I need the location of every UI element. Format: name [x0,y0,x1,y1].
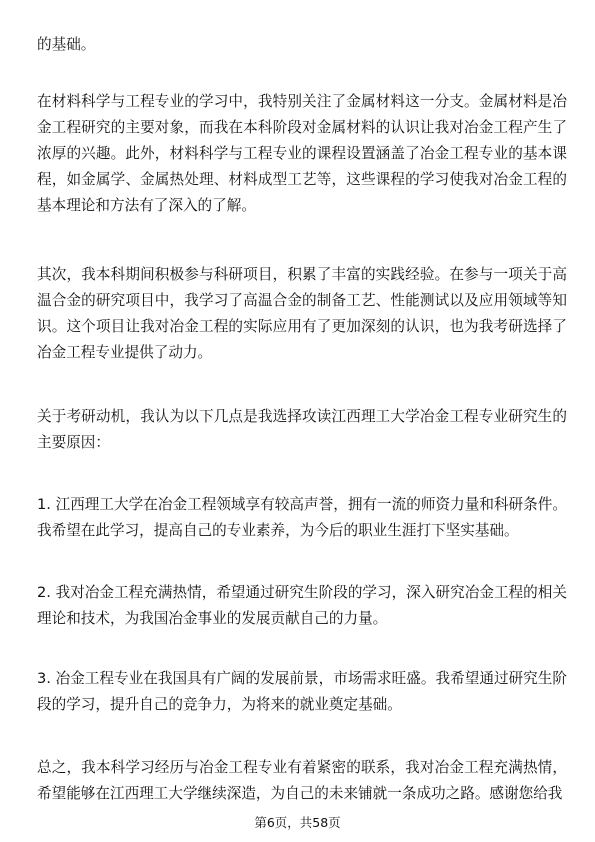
paragraph-research-experience: 其次，我本科期间积极参与科研项目，积累了丰富的实践经验。在参与一项关于高温合金的研究项目中，我学习了高温合金的制备工艺、性能测试以及应用领域等知识。这个项目让我对冶金工程的实际应用有了更加深刻的认识，也为我考研选择了冶金工程专业提供了动力。 [37,266,567,361]
paragraph-conclusion: 总之，我本科学习经历与冶金工程专业有着紧密的联系，我对冶金工程充满热情，希望能够在江西理工大学继续深造，为自己的未来铺就一条成功之路。感谢您给我 [37,759,567,802]
paragraph-motivation-intro: 关于考研动机，我认为以下几点是我选择攻读江西理工大学冶金工程专业研究生的主要原因： [37,408,567,451]
list-item-reason-3: 3. 冶金工程专业在我国具有广阔的发展前景，市场需求旺盛。我希望通过研究生阶段的学习，提升自己的竞争力，为将来的就业奠定基础。 [37,670,567,713]
paragraph-continuation: 的基础。 [37,36,96,53]
list-item-reason-2: 2. 我对冶金工程充满热情，希望通过研究生阶段的学习，深入研究冶金工程的相关理论和技术，为我国冶金事业的发展贡献自己的力量。 [37,584,567,627]
page-number: 第6页，共58页 [254,815,341,830]
document-page [37,0,567,842]
paragraph-materials-study: 在材料科学与工程专业的学习中，我特别关注了金属材料这一分支。金属材料是冶金工程研究的主要对象，而我在本科阶段对金属材料的认识让我对冶金工程产生了浓厚的兴趣。此外，材料科学与工程专业的课程设置涵盖了冶金工程专业的基本课程，如金属学、金属热处理、材料成型工艺等，这些课程的学习使我对冶金工程的基本理论和方法有了深入的了解。 [37,93,567,214]
list-item-reason-1: 1. 江西理工大学在冶金工程领域享有较高声誉，拥有一流的师资力量和科研条件。我希望在此学习，提高自己的专业素养，为今后的职业生涯打下坚实基础。 [37,496,567,539]
